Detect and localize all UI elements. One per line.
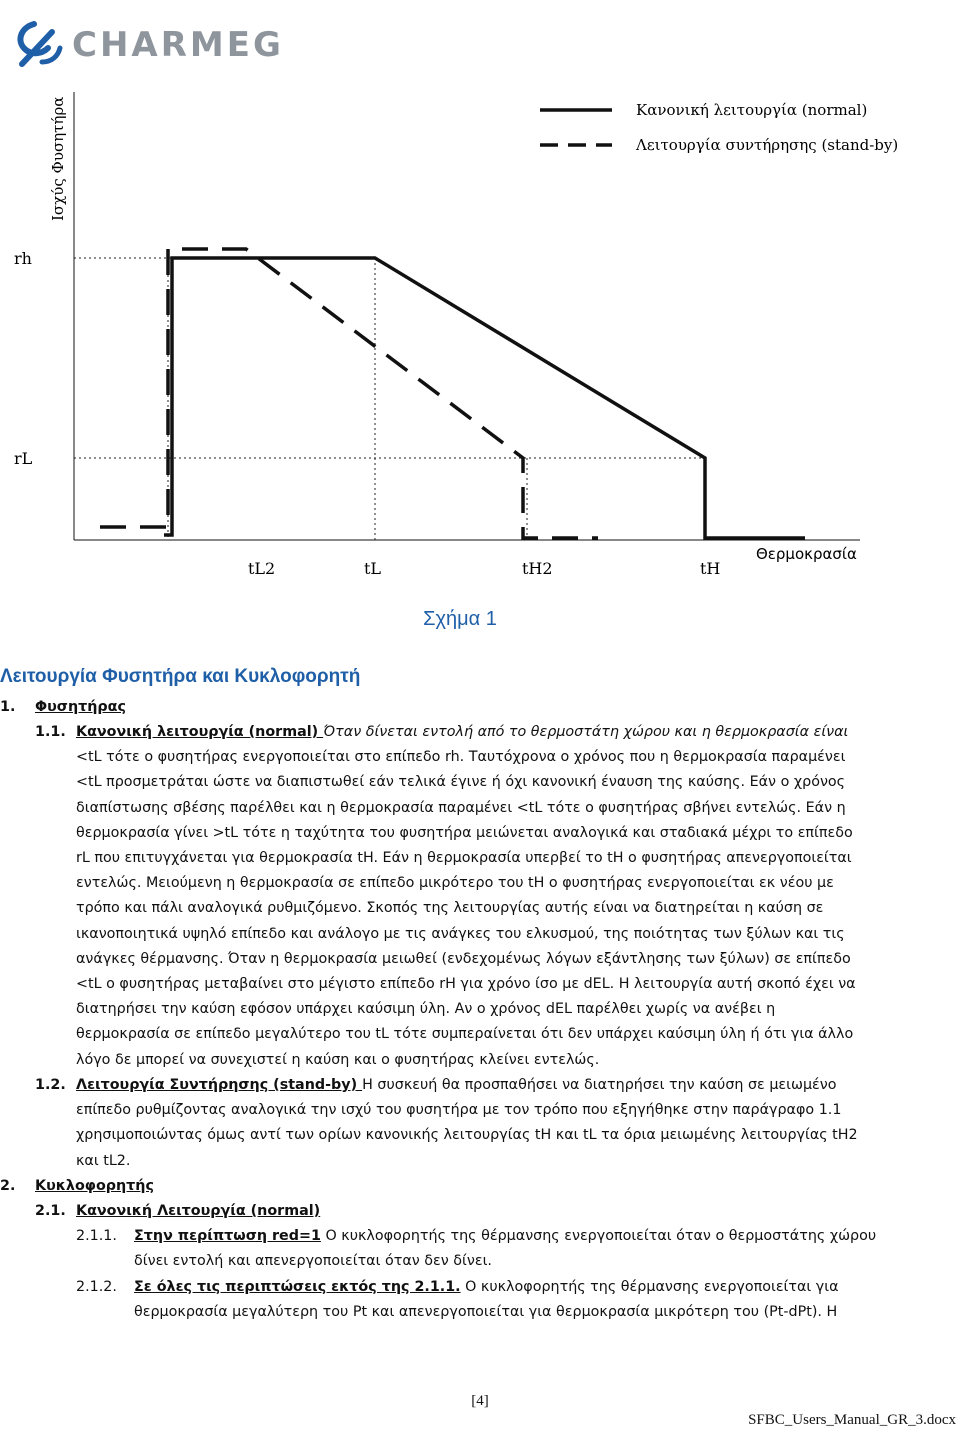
y-axis-label: Ισχύς Φυσητήρα [49,96,67,221]
paragraph-text: Ο κυκλοφορητής της θέρμανσης ενεργοποιείται όταν ο θερμοστάτης χώρου [320,1228,877,1244]
paragraph-line: <tL ο φυσητήρας μεταβαίνει στο μέγιστο επίπεδο rH για χρόνο ίσο με dEL. Η λειτουργία αυτή σκοπό έχει να [76,976,856,992]
paragraph-text: Ο κυκλοφορητής της θέρμανσης ενεργοποιείται για [460,1279,839,1295]
paragraph-standby-first-line [76,1073,837,1098]
heading-circulator: Κυκλοφορητής [35,1178,154,1194]
paragraph-line: ικανοποιητικά υψηλό επίπεδο και ανάλογο με τις ανάγκες του ελκυσμού, της ποιότητας των ξύλων και τις [76,925,845,942]
heading-number: 2.1.2. [76,1279,117,1295]
file-name: SFBC_Users_Manual_GR_3.docx [748,1412,956,1428]
logo-wordmark: CHARMEG [72,25,284,65]
logo-mark-icon [20,24,60,64]
paragraph-line: διατηρήσει την καύση εφόσον υπάρχει καύσιμη ύλη. Αν ο χρόνος dEL παρέλθει χωρίς να ανέβει η [76,1001,776,1018]
paragraph-line: ανάγκες θέρμανσης. Όταν η θερμοκρασία μειωθεί (ενδεχομένως λόγων εξάντλησης των ξύλων) σε επίπεδο [76,950,851,967]
section-title: Λειτουργία Φυσητήρα και Κυκλοφορητή [0,666,361,687]
figure-caption: Σχήμα 1 [423,608,497,630]
paragraph-line: rL που επιτυγχάνεται για θερμοκρασία tH. Εάν η θερμοκρασία υπερβεί το tH ο φυσητήρας απενεργοποιείται [76,850,852,866]
paragraph-normal-first-line [76,720,848,745]
paragraph-text: δίνει εντολή και απενεργοποιείται όταν δεν δίνει. [134,1253,492,1269]
paragraph-line: τρόπο και πάλι αναλογικά ρυθμιζόμενο. Σκοπός της λειτουργίας αυτής είναι να διατηρείται η καύση σε [76,900,824,917]
legend-normal-label: Κανονική λειτουργία (normal) [636,101,868,119]
paragraph-text: Η συσκευή θα προσπαθήσει να διατηρήσει την καύση σε μειωμένο [362,1077,837,1093]
heading-number: 2.1. [35,1203,66,1219]
heading-number: 1.2. [35,1077,66,1093]
y-tick-label: rL [14,449,33,468]
paragraph-line: <tL τότε ο φυσητήρας ενεργοποιείται στο επίπεδο rh. Ταυτόχρονα ο χρόνος που η θερμοκρασία παραμένει [76,749,846,766]
heading-other-cases: Σε όλες τις περιπτώσεις εκτός της 2.1.1. [134,1279,461,1295]
y-tick-label: rh [14,249,32,268]
heading-number: 2. [0,1178,16,1194]
paragraph-line: χρησιμοποιώντας όμως αντί των ορίων κανονικής λειτουργίας tH και tL τα όρια μειωμένης λειτουργίας tH2 [76,1127,858,1144]
chart-legend [540,101,898,154]
heading-number: 1. [0,699,16,715]
legend-standby-label: Λειτουργία συντήρησης (stand-by) [636,136,899,154]
x-axis-label: Θερμοκρασία [756,545,857,563]
charmeg-logo [12,18,342,68]
heading-normal-operation: Κανονική λειτουργία (normal) [76,724,324,740]
paragraph-line: επίπεδο ρυθμίζοντας αναλογικά την ισχύ του φυσητήρα με τον τρόπο που εξηγήθηκε στην παράγραφο 1.1 [76,1102,842,1119]
series-standby-line [100,249,598,538]
page-number: [4] [471,1393,489,1409]
paragraph-line: θερμοκρασία γίνει >tL τότε η ταχύτητα του φυσητήρα μειώνεται αναλογικά και σταδιακά μέχρι το επίπεδο [76,824,853,841]
heading-number: 2.1.1. [76,1228,117,1244]
paragraph-line: λόγο δε μπορεί να συνεχιστεί η καύση και ο φυσητήρας κλείνει εντελώς. [76,1051,600,1068]
paragraph-text: θερμοκρασία μεγαλύτερη του Pt και απενεργοποιείται για θερμοκρασία μικρότερη του (Pt-dPt). Η [134,1304,838,1320]
heading-blower: Φυσητήρας [35,699,126,715]
heading-number: 1.1. [35,724,66,740]
paragraph-line: θερμοκρασία σε επίπεδο μεγαλύτερο του tL τότε συμπεραίνεται ότι δεν υπάρχει καύσιμη ύλη ή ότι για άλλο [76,1026,854,1043]
heading-red1: Στην περίπτωση red=1 [134,1228,321,1244]
paragraph-red1-first-line [134,1224,876,1249]
paragraph-line: <tL προσμετράται ώστε να διαπιστωθεί εάν τελικά έγινε ή όχι κανονική έναυση της καύσης. Εάν ο χρόνος [76,774,846,791]
x-tick-label: tH [700,559,721,578]
series-normal-line [164,258,805,538]
paragraph-line: διαπίστωσης σβέσης παρέλθει και η θερμοκρασία παραμένει <tL τότε ο φυσητήρας σβήνει εντελώς. Εάν η [76,799,846,816]
x-tick-label: tL2 [248,559,276,578]
paragraph-line: εντελώς. Μειούμενη η θερμοκρασία σε επίπεδο μικρότερο του tH ο φυσητήρας ενεργοποιείται εκ νέου με [76,875,834,892]
paragraph-other-first-line [134,1275,839,1300]
heading-standby-operation: Λειτουργία Συντήρησης (stand-by) [76,1077,363,1093]
blower-power-chart [0,80,960,600]
heading-circulator-normal: Κανονική Λειτουργία (normal) [76,1203,321,1219]
paragraph-text: Όταν δίνεται εντολή από το θερμοστάτη χώρου και η θερμοκρασία είναι [323,724,849,740]
x-tick-label: tL [364,559,382,578]
x-tick-label: tH2 [522,559,553,578]
paragraph-line: και tL2. [76,1152,131,1169]
